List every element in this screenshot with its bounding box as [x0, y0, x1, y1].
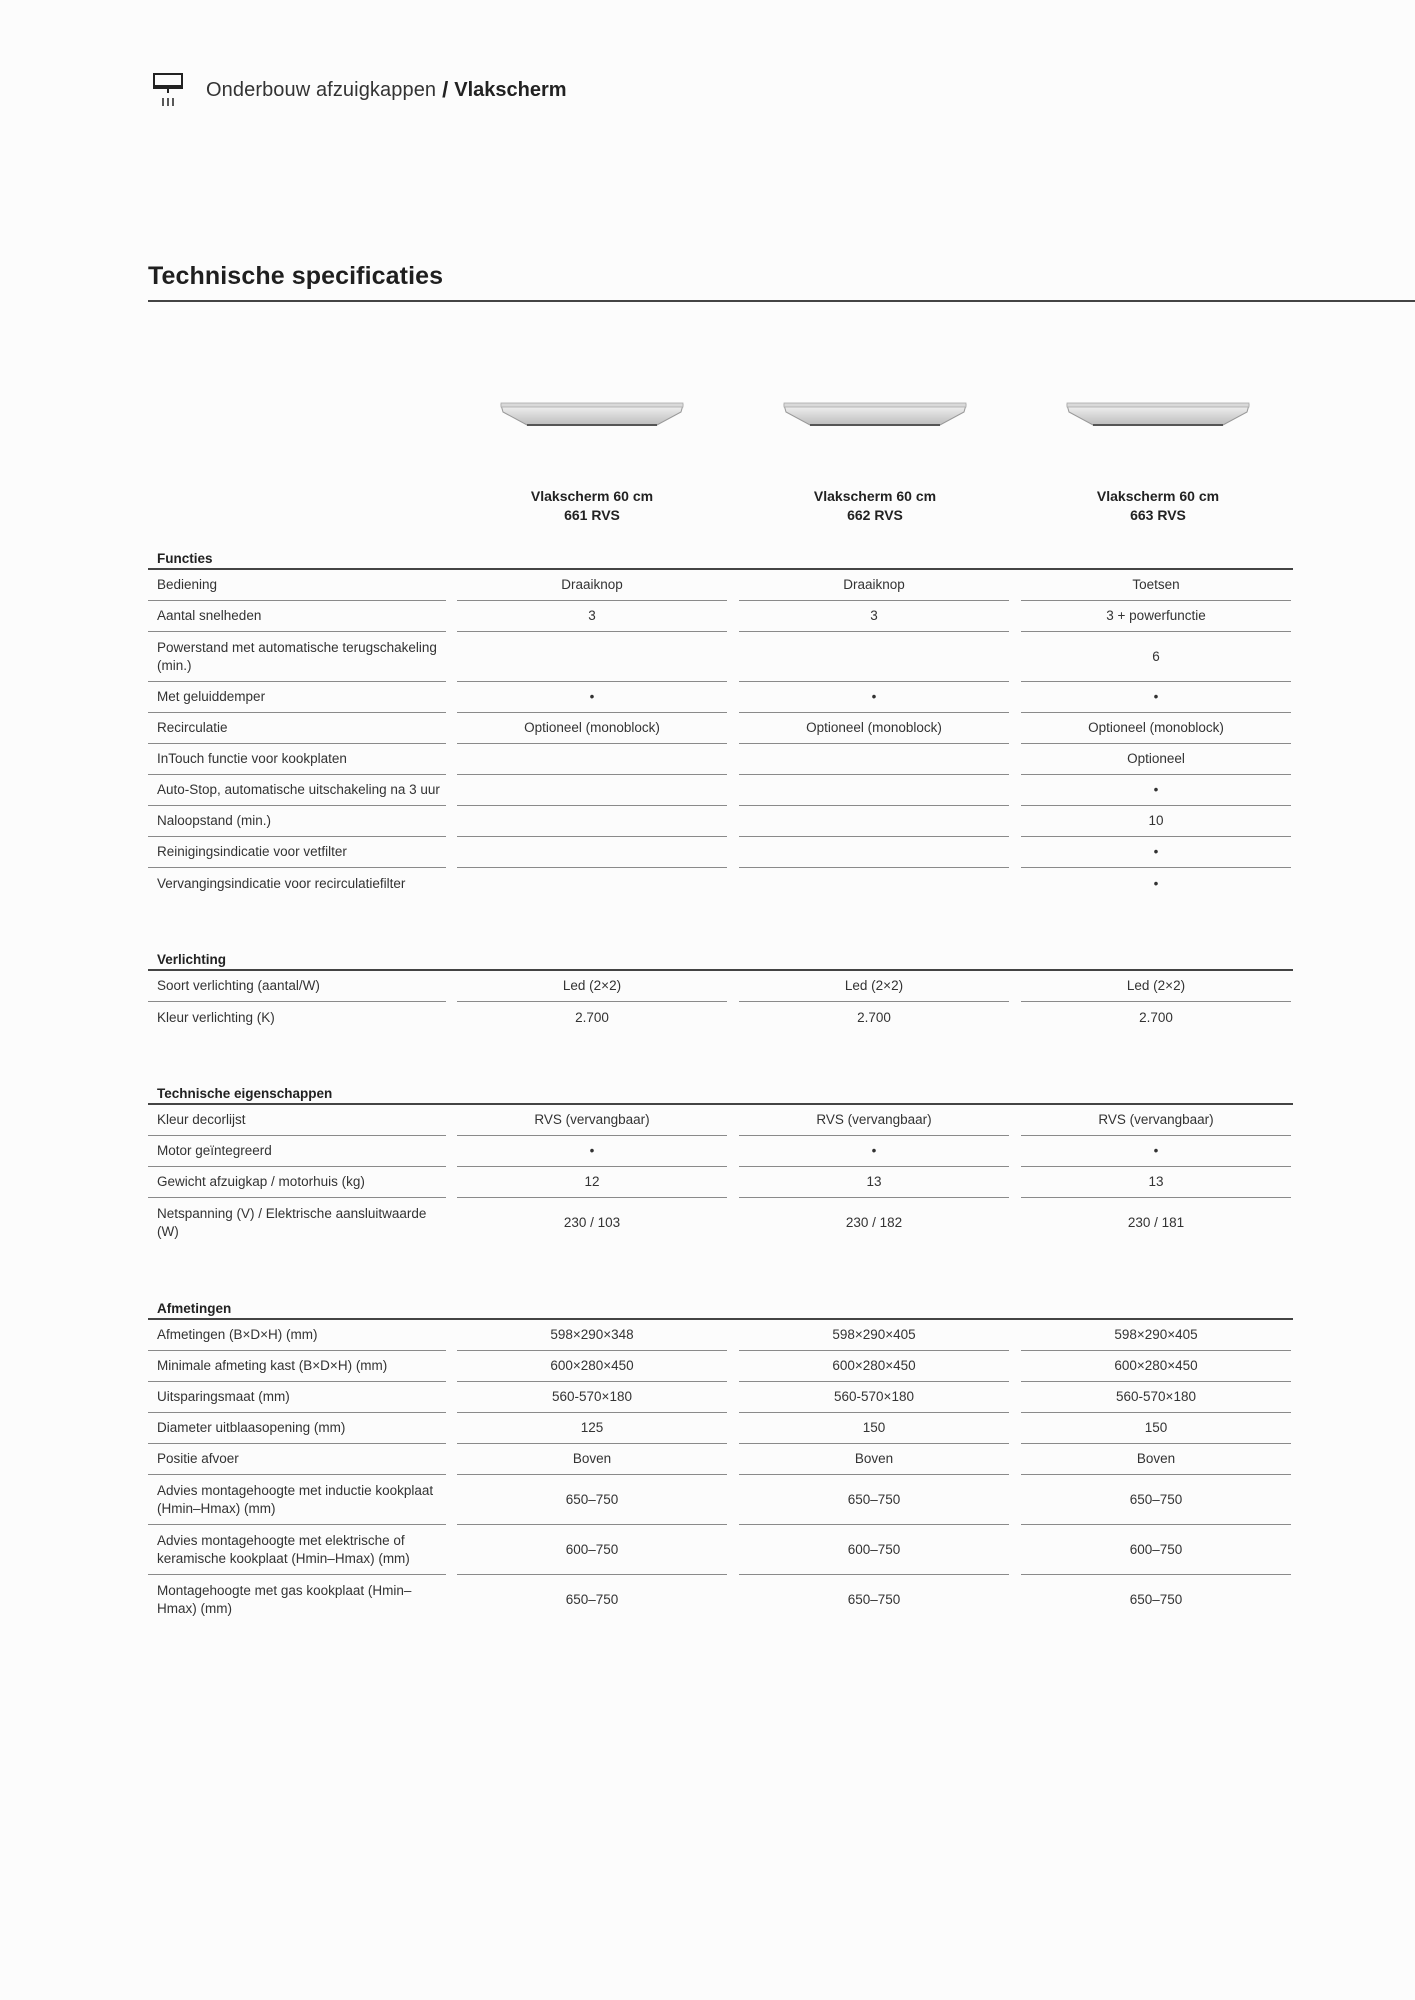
- row-label: Kleur verlichting (K): [157, 1009, 275, 1025]
- spec-group: [148, 1075, 1293, 1248]
- table-row: [148, 868, 1293, 899]
- row-value: [739, 868, 1009, 899]
- row-value: Led (2×2): [457, 971, 727, 1002]
- row-value: 6: [1021, 632, 1291, 682]
- table-row: [148, 1575, 1293, 1625]
- row-value: Toetsen: [1021, 570, 1291, 601]
- product-name-line2: 663 RVS: [1130, 507, 1186, 523]
- spec-group: [148, 941, 1293, 1033]
- product-name: [457, 487, 727, 525]
- hood-product-image: [780, 395, 970, 431]
- row-value: 2.700: [1139, 1009, 1173, 1025]
- row-label: Bediening: [148, 570, 446, 601]
- row-value: Led (2×2): [739, 971, 1009, 1002]
- row-value: 125: [457, 1413, 727, 1444]
- table-row: [148, 1167, 1293, 1198]
- row-value: 600–750: [1021, 1525, 1291, 1575]
- spec-table: [148, 540, 1293, 1667]
- product-name-line1: Vlakscherm 60 cm: [813, 488, 937, 504]
- spec-group: [148, 540, 1293, 899]
- spec-group: [148, 1290, 1293, 1625]
- table-row: [148, 1413, 1293, 1444]
- table-row: [148, 837, 1293, 868]
- row-value: 598×290×348: [457, 1320, 727, 1351]
- breadcrumb-category: Onderbouw afzuigkappen: [206, 78, 437, 101]
- row-value: Optioneel (monoblock): [457, 713, 727, 744]
- product-name-line1: Vlakscherm 60 cm: [530, 488, 654, 504]
- row-value: [739, 632, 1009, 682]
- row-value: •: [457, 682, 727, 713]
- group-title: Verlichting: [148, 941, 1293, 971]
- row-value: 2.700: [575, 1009, 609, 1025]
- row-value: RVS (vervangbaar): [457, 1105, 727, 1136]
- table-row: [148, 601, 1293, 632]
- table-row: [148, 1382, 1293, 1413]
- row-label: Montagehoogte met gas kookplaat (Hmin–Hmax) (mm): [157, 1583, 412, 1616]
- row-value: [739, 744, 1009, 775]
- table-row: [148, 1525, 1293, 1575]
- table-row: [148, 971, 1293, 1002]
- row-value: 598×290×405: [739, 1320, 1009, 1351]
- row-label: Gewicht afzuigkap / motorhuis (kg): [148, 1167, 446, 1198]
- row-label: Afmetingen (B×D×H) (mm): [148, 1320, 446, 1351]
- row-label: Reinigingsindicatie voor vetfilter: [148, 837, 446, 868]
- table-row: [148, 1351, 1293, 1382]
- table-row: [148, 1136, 1293, 1167]
- page-title: Technische specificaties: [148, 262, 444, 290]
- row-value: 150: [739, 1413, 1009, 1444]
- row-value: 230 / 182: [845, 1215, 903, 1230]
- row-value: 3 + powerfunctie: [1021, 601, 1291, 632]
- product-name-line2: 662 RVS: [847, 507, 903, 523]
- table-row: [148, 632, 1293, 682]
- product-name: [740, 487, 1010, 525]
- hood-product-image: [497, 395, 687, 431]
- row-label: Advies montagehoogte met elektrische of keramische kookplaat (Hmin–Hmax) (mm): [148, 1525, 446, 1575]
- row-value: 650–750: [1021, 1475, 1291, 1525]
- row-value: 600–750: [457, 1525, 727, 1575]
- row-value: [739, 806, 1009, 837]
- hood-product-image: [1063, 395, 1253, 431]
- row-value: [457, 806, 727, 837]
- row-value: 650–750: [847, 1592, 901, 1607]
- row-label: Diameter uitblaasopening (mm): [148, 1413, 446, 1444]
- table-row: [148, 744, 1293, 775]
- row-value: 650–750: [565, 1592, 619, 1607]
- row-value: •: [739, 1136, 1009, 1167]
- table-row: [148, 1444, 1293, 1475]
- row-value: 3: [457, 601, 727, 632]
- row-label: Powerstand met automatische terugschakeling (min.): [148, 632, 446, 682]
- product-column-1: [457, 395, 727, 525]
- row-value: 560-570×180: [739, 1382, 1009, 1413]
- table-row: [148, 1105, 1293, 1136]
- row-value: Boven: [739, 1444, 1009, 1475]
- breadcrumb-separator: /: [442, 77, 449, 102]
- row-label: Auto-Stop, automatische uitschakeling na 3 uur: [148, 775, 446, 806]
- row-value: 10: [1021, 806, 1291, 837]
- row-value: 600–750: [739, 1525, 1009, 1575]
- row-value: •: [1021, 1136, 1291, 1167]
- row-label: Motor geïntegreerd: [148, 1136, 446, 1167]
- table-row: [148, 1475, 1293, 1525]
- row-value: •: [1021, 682, 1291, 713]
- table-row: [148, 1320, 1293, 1351]
- group-title: Afmetingen: [148, 1290, 1293, 1320]
- row-value: Optioneel (monoblock): [1021, 713, 1291, 744]
- row-value: RVS (vervangbaar): [739, 1105, 1009, 1136]
- table-row: [148, 775, 1293, 806]
- row-value: [457, 868, 727, 899]
- row-value: 230 / 181: [1127, 1215, 1185, 1230]
- row-value: 13: [739, 1167, 1009, 1198]
- row-label: Uitsparingsmaat (mm): [148, 1382, 446, 1413]
- row-value: 650–750: [1129, 1592, 1183, 1607]
- row-value: RVS (vervangbaar): [1021, 1105, 1291, 1136]
- breadcrumb: [152, 72, 567, 108]
- product-column-2: [740, 395, 1010, 525]
- table-row: [148, 682, 1293, 713]
- row-label: Aantal snelheden: [148, 601, 446, 632]
- row-value: •: [1153, 875, 1159, 891]
- table-row: [148, 1198, 1293, 1248]
- group-title: Technische eigenschappen: [148, 1075, 1293, 1105]
- row-value: 13: [1021, 1167, 1291, 1198]
- row-value: Optioneel: [1021, 744, 1291, 775]
- row-value: Boven: [457, 1444, 727, 1475]
- row-value: 3: [739, 601, 1009, 632]
- row-value: 600×280×450: [739, 1351, 1009, 1382]
- row-value: Draaiknop: [457, 570, 727, 601]
- row-value: 150: [1021, 1413, 1291, 1444]
- row-value: 650–750: [457, 1475, 727, 1525]
- row-value: •: [457, 1136, 727, 1167]
- row-value: 560-570×180: [1021, 1382, 1291, 1413]
- product-name-line2: 661 RVS: [564, 507, 620, 523]
- row-label: Positie afvoer: [148, 1444, 446, 1475]
- row-value: [457, 744, 727, 775]
- row-label: Netspanning (V) / Elektrische aansluitwaarde (W): [157, 1206, 427, 1239]
- breadcrumb-current: Vlakscherm: [454, 78, 567, 101]
- row-label: Minimale afmeting kast (B×D×H) (mm): [148, 1351, 446, 1382]
- row-value: Optioneel (monoblock): [739, 713, 1009, 744]
- product-column-3: [1023, 395, 1293, 525]
- row-label: Vervangingsindicatie voor recirculatiefilter: [157, 875, 406, 891]
- row-label: Advies montagehoogte met inductie kookplaat (Hmin–Hmax) (mm): [148, 1475, 446, 1525]
- range-hood-icon: [152, 72, 184, 108]
- row-value: Draaiknop: [739, 570, 1009, 601]
- title-divider: [148, 300, 1415, 302]
- row-value: [457, 837, 727, 868]
- table-row: [148, 806, 1293, 837]
- row-value: [739, 775, 1009, 806]
- row-value: 560-570×180: [457, 1382, 727, 1413]
- row-label: Naloopstand (min.): [148, 806, 446, 837]
- row-label: Met geluiddemper: [148, 682, 446, 713]
- row-value: Led (2×2): [1021, 971, 1291, 1002]
- row-value: 230 / 103: [563, 1215, 621, 1230]
- row-value: 598×290×405: [1021, 1320, 1291, 1351]
- group-title: Functies: [148, 540, 1293, 570]
- row-value: •: [1021, 775, 1291, 806]
- row-value: 2.700: [857, 1009, 891, 1025]
- row-value: 600×280×450: [1021, 1351, 1291, 1382]
- row-value: [457, 775, 727, 806]
- row-value: [739, 837, 1009, 868]
- product-name-line1: Vlakscherm 60 cm: [1096, 488, 1220, 504]
- table-row: [148, 1002, 1293, 1033]
- table-row: [148, 570, 1293, 601]
- row-value: •: [1021, 837, 1291, 868]
- row-label: Soort verlichting (aantal/W): [148, 971, 446, 1002]
- table-row: [148, 713, 1293, 744]
- row-value: •: [739, 682, 1009, 713]
- row-label: Recirculatie: [148, 713, 446, 744]
- row-label: InTouch functie voor kookplaten: [148, 744, 446, 775]
- row-value: Boven: [1021, 1444, 1291, 1475]
- row-value: 650–750: [739, 1475, 1009, 1525]
- row-value: [457, 632, 727, 682]
- row-value: 12: [457, 1167, 727, 1198]
- product-name: [1023, 487, 1293, 525]
- row-label: Kleur decorlijst: [148, 1105, 446, 1136]
- row-value: 600×280×450: [457, 1351, 727, 1382]
